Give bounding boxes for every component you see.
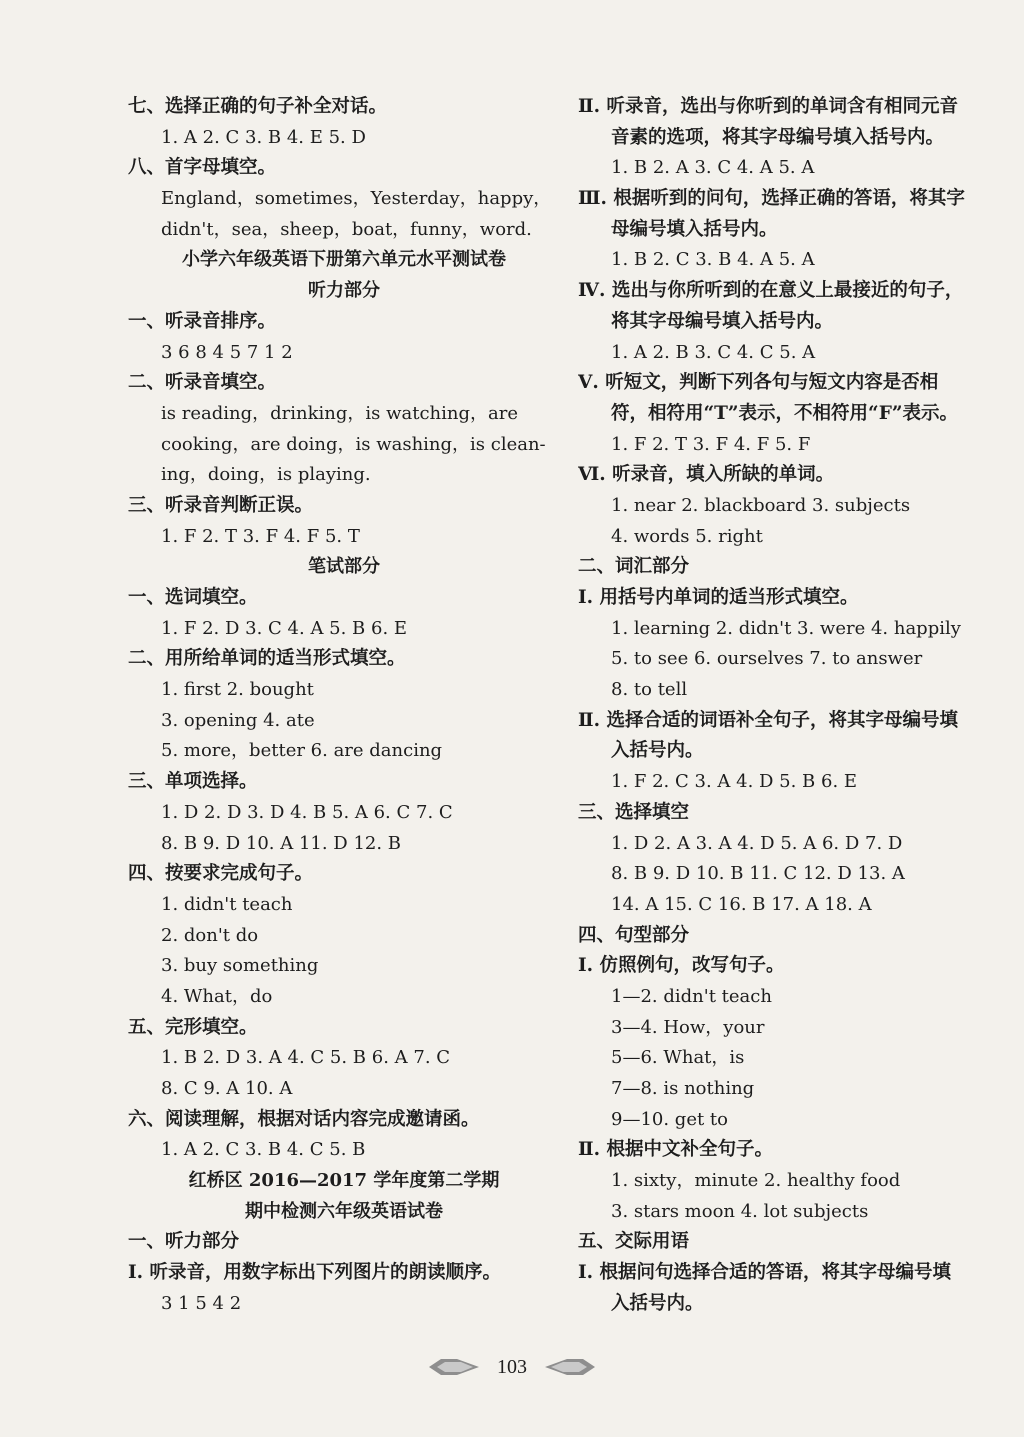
left-line: 笔试部分: [308, 556, 380, 578]
left-line: 三、听录音判断正误。: [128, 494, 314, 516]
page-footer: [0, 1355, 1024, 1379]
right-line: Ⅱ. 听录音，选出与你听到的单词含有相同元音: [578, 96, 958, 117]
left-line: 4. What，do: [161, 985, 273, 1007]
right-column: [578, 92, 1008, 1320]
right-line: 五、交际用语: [578, 1231, 690, 1253]
right-line: 1. near 2. blackboard 3. subjects: [611, 494, 911, 516]
right-line: 1. sixty，minute 2. healthy food: [611, 1170, 901, 1192]
left-line: 1. F 2. T 3. F 4. F 5. T: [161, 525, 360, 547]
left-line: 3 1 5 4 2: [161, 1292, 242, 1314]
right-line: 1—2. didn't teach: [611, 985, 772, 1007]
left-line: 七、选择正确的句子补全对话。: [128, 96, 388, 117]
left-line: 期中检测六年级英语试卷: [245, 1200, 443, 1222]
left-line: 三、单项选择。: [128, 771, 258, 793]
right-line: 3—4. How，your: [611, 1016, 765, 1038]
right-line: 8. to tell: [611, 679, 688, 701]
right-line: 5. to see 6. ourselves 7. to answer: [611, 648, 923, 670]
right-line: Ⅴ. 听短文，判断下列各句与短文内容是否相: [578, 372, 939, 394]
right-line: 入括号内。: [611, 1292, 704, 1314]
right-line: 母编号填入括号内。: [611, 218, 778, 240]
left-line: cooking，are doing，is washing，is clean-: [161, 433, 546, 455]
right-line: 1. B 2. C 3. B 4. A 5. A: [611, 249, 815, 271]
right-line: 1. learning 2. didn't 3. were 4. happily: [611, 617, 961, 639]
right-line: 1. D 2. A 3. A 4. D 5. A 6. D 7. D: [611, 832, 903, 854]
right-ornament-icon: [543, 1356, 597, 1378]
left-line: 四、按要求完成句子。: [128, 863, 314, 885]
right-line: 1. A 2. B 3. C 4. C 5. A: [611, 341, 816, 363]
left-line: 听力部分: [308, 280, 380, 302]
right-line: 3. stars moon 4. lot subjects: [611, 1200, 869, 1222]
left-line: didn't，sea，sheep，boat，funny，word.: [161, 218, 532, 240]
right-line: 5—6. What，is: [611, 1047, 745, 1069]
left-line: 红桥区 2016—2017 学年度第二学期: [188, 1170, 500, 1192]
right-line: 7—8. is nothing: [611, 1078, 755, 1099]
left-ornament-icon: [427, 1356, 481, 1378]
left-line: 一、听录音排序。: [128, 310, 277, 332]
left-line: 3. opening 4. ate: [161, 709, 315, 731]
right-line: Ⅰ. 用括号内单词的适当形式填空。: [578, 587, 859, 608]
left-line: 1. B 2. D 3. A 4. C 5. B 6. A 7. C: [161, 1047, 451, 1069]
right-line: 1. B 2. A 3. C 4. A 5. A: [611, 157, 815, 179]
left-line: is reading，drinking，is watching，are: [161, 402, 518, 424]
right-line: Ⅱ. 根据中文补全句子。: [578, 1139, 773, 1161]
right-line: 将其字母编号填入括号内。: [611, 310, 834, 332]
right-line: Ⅰ. 仿照例句，改写句子。: [578, 955, 785, 977]
left-line: 小学六年级英语下册第六单元水平测试卷: [182, 249, 506, 271]
right-line: 入括号内。: [611, 740, 704, 762]
right-line: 14. A 15. C 16. B 17. A 18. A: [611, 893, 872, 915]
left-line: 8. B 9. D 10. A 11. D 12. B: [161, 832, 402, 854]
left-line: 1. D 2. D 3. D 4. B 5. A 6. C 7. C: [161, 801, 453, 823]
left-line: 1. first 2. bought: [161, 679, 314, 701]
right-line: Ⅰ. 根据问句选择合适的答语，将其字母编号填: [578, 1262, 952, 1284]
left-line: 八、首字母填空。: [128, 157, 277, 179]
right-line: 4. words 5. right: [611, 525, 763, 547]
right-line: 1. F 2. C 3. A 4. D 5. B 6. E: [611, 771, 858, 793]
left-line: 1. didn't teach: [161, 893, 293, 915]
right-line: Ⅵ. 听录音，填入所缺的单词。: [578, 464, 835, 486]
left-line: England，sometimes，Yesterday，happy，: [161, 188, 552, 210]
left-column: [128, 92, 560, 1320]
right-line: 音素的选项，将其字母编号填入括号内。: [611, 126, 945, 148]
left-line: 1. A 2. C 3. B 4. E 5. D: [161, 126, 366, 148]
left-line: 二、用所给单词的适当形式填空。: [128, 648, 406, 670]
left-line: 五、完形填空。: [128, 1016, 258, 1038]
right-line: Ⅱ. 选择合适的词语补全句子，将其字母编号填: [578, 709, 958, 731]
left-line: 3. buy something: [161, 955, 319, 977]
left-line: 5. more，better 6. are dancing: [161, 740, 443, 762]
left-line: 六、阅读理解，根据对话内容完成邀请函。: [128, 1108, 480, 1130]
left-line: 3 6 8 4 5 7 1 2: [161, 341, 293, 363]
right-line: Ⅲ. 根据听到的问句，选择正确的答语，将其字: [578, 188, 965, 210]
right-line: 8. B 9. D 10. B 11. C 12. D 13. A: [611, 863, 905, 885]
right-line: 四、句型部分: [578, 924, 690, 946]
right-line: 符，相符用“T”表示，不相符用“F”表示。: [611, 402, 958, 424]
left-line: 一、选词填空。: [128, 587, 258, 608]
right-line: 9—10. get to: [611, 1108, 728, 1130]
right-line: 二、词汇部分: [578, 556, 690, 578]
right-line: Ⅳ. 选出与你所听到的在意义上最接近的句子，: [578, 280, 964, 302]
left-line: 1. F 2. D 3. C 4. A 5. B 6. E: [161, 617, 408, 639]
left-line: 2. don't do: [161, 924, 259, 946]
right-line: 1. F 2. T 3. F 4. F 5. F: [611, 433, 811, 455]
left-line: 二、听录音填空。: [128, 372, 277, 394]
left-line: Ⅰ. 听录音，用数字标出下列图片的朗读顺序。: [128, 1262, 502, 1284]
left-line: 一、听力部分: [128, 1231, 240, 1253]
page-number: 103: [497, 1355, 527, 1378]
right-line: 三、选择填空: [578, 801, 690, 823]
left-line: 1. A 2. C 3. B 4. C 5. B: [161, 1139, 366, 1161]
left-line: 8. C 9. A 10. A: [161, 1078, 293, 1099]
left-line: ing，doing，is playing.: [161, 464, 371, 486]
